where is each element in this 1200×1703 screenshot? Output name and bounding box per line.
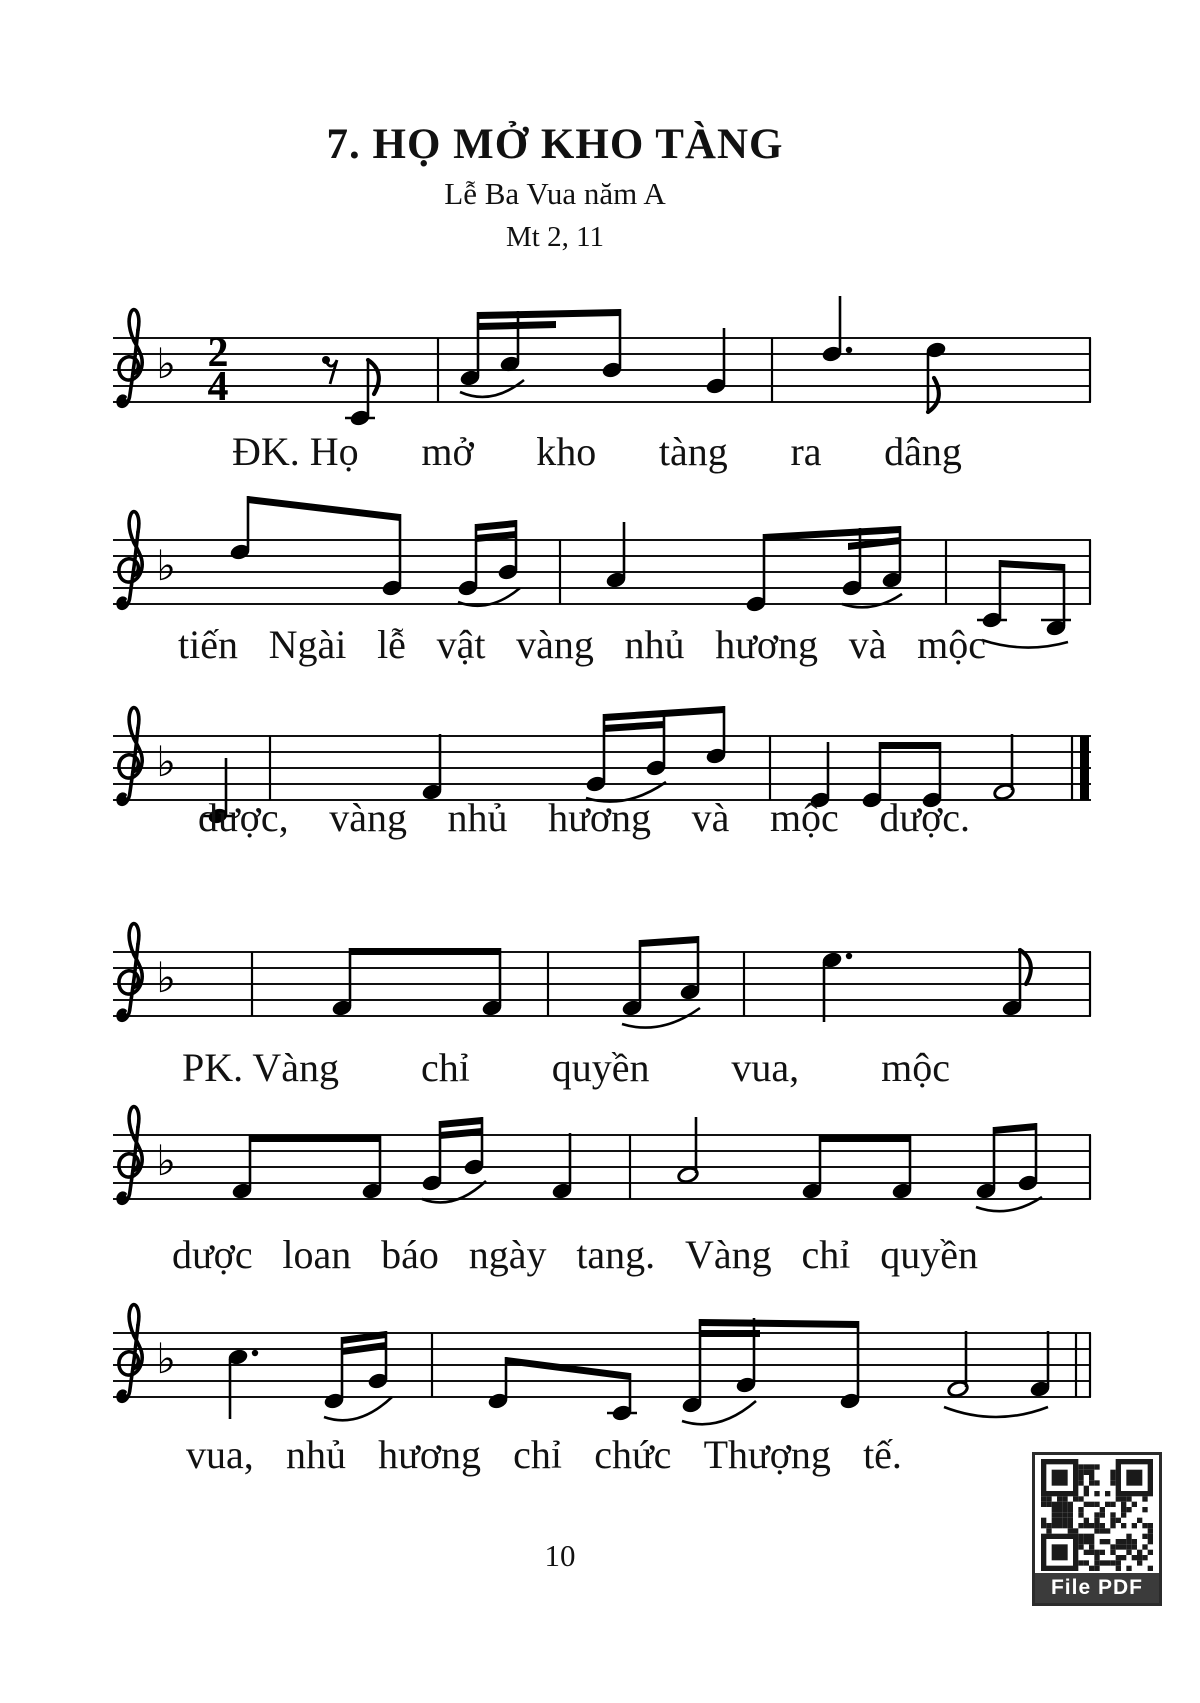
flag-icon <box>928 378 939 412</box>
song-title: 7. HỌ MỞ KHO TÀNG <box>326 121 784 168</box>
beam <box>700 1319 858 1328</box>
flat-sign-icon: ♭ <box>156 541 176 590</box>
flat-sign-icon: ♭ <box>156 339 176 388</box>
augmentation-dot <box>846 347 852 353</box>
flag-icon <box>368 360 379 394</box>
lyric-word: quyền <box>880 1232 978 1277</box>
lyric-word: nhủ <box>447 795 508 840</box>
lyric-word: mở <box>421 429 474 474</box>
treble-clef-icon <box>118 1305 142 1402</box>
beam <box>440 1117 482 1128</box>
lyric-word: hương <box>378 1432 481 1477</box>
lyric-word: nhủ <box>624 622 685 667</box>
beam <box>848 537 900 550</box>
song-subtitle: Lễ Ba Vua năm A <box>444 176 666 211</box>
treble-clef-icon <box>118 924 142 1021</box>
lyric-word: tang. <box>576 1232 656 1277</box>
flat-sign-icon: ♭ <box>156 953 176 1002</box>
lyric-word: Vàng <box>685 1232 772 1277</box>
beam <box>342 1342 386 1355</box>
note <box>735 1318 757 1394</box>
beam <box>880 742 940 749</box>
time-signature: 2 <box>207 330 229 376</box>
scripture-reference: Mt 2, 11 <box>505 221 605 253</box>
lyric-word: PK. Vàng <box>182 1045 340 1090</box>
note <box>881 526 903 589</box>
lyric-word: Thượng <box>703 1432 831 1477</box>
beam <box>478 309 620 319</box>
beam <box>700 1330 760 1337</box>
lyric-word: dược. <box>879 795 970 840</box>
note <box>497 520 519 581</box>
lyric-word: và <box>691 795 730 840</box>
lyric-word: ĐK. Họ <box>232 429 359 474</box>
note <box>229 496 251 561</box>
note <box>645 710 667 777</box>
lyric-word: tế. <box>863 1432 902 1477</box>
treble-clef-icon <box>118 708 142 805</box>
lyric-word: vàng <box>329 795 407 840</box>
beam <box>476 520 516 531</box>
lyric-line <box>182 1044 950 1092</box>
lyric-word: mộc <box>769 795 839 840</box>
lyric-word: tàng <box>658 429 728 474</box>
note <box>977 560 1007 629</box>
beam <box>640 936 698 947</box>
qr-label: File PDF <box>1035 1573 1159 1603</box>
beam <box>604 721 664 732</box>
lyric-word: mộc <box>881 1045 950 1090</box>
note <box>421 1121 443 1192</box>
lyric-word: ra <box>790 429 822 474</box>
page-number: 10 <box>544 1538 576 1573</box>
flat-sign-icon: ♭ <box>156 1136 176 1185</box>
qr-code <box>1032 1452 1162 1606</box>
qr-pattern-icon <box>1041 1459 1153 1571</box>
lyric-word: quyền <box>551 1045 650 1090</box>
lyric-word: vua, <box>186 1432 254 1477</box>
treble-clef-icon <box>118 310 142 407</box>
note <box>459 312 481 387</box>
lyric-word: chỉ <box>420 1045 470 1090</box>
slur <box>944 1407 1048 1417</box>
beam <box>506 1357 630 1380</box>
lyric-word: hương <box>548 795 651 840</box>
beam <box>478 321 556 330</box>
lyric-line <box>178 621 986 669</box>
flat-sign-icon: ♭ <box>156 737 176 786</box>
note <box>227 1348 258 1419</box>
lyric-word: kho <box>536 429 597 474</box>
augmentation-dot <box>846 953 852 959</box>
beam <box>820 1135 910 1142</box>
final-barline <box>1080 736 1089 800</box>
flat-sign-icon: ♭ <box>156 1334 176 1383</box>
lyric-word: mộc <box>917 622 986 667</box>
lyric-line <box>232 428 962 476</box>
beam <box>250 1135 380 1142</box>
note <box>481 948 503 1017</box>
lyric-word: loan <box>282 1232 352 1277</box>
lyric-word: dâng <box>884 429 962 474</box>
note <box>821 951 852 1022</box>
lyric-word: ngày <box>468 1232 547 1277</box>
beam <box>350 948 500 955</box>
note <box>841 528 863 597</box>
note <box>499 311 521 373</box>
lyric-line <box>198 794 970 842</box>
lyric-word: Ngài <box>268 622 347 667</box>
note <box>463 1117 485 1176</box>
lyric-word: tiến <box>178 622 238 667</box>
note <box>1041 564 1071 637</box>
note <box>975 1127 997 1200</box>
lyric-word: chỉ <box>801 1232 851 1277</box>
lyric-word: dược <box>172 1232 253 1277</box>
lyric-word: hương <box>715 622 819 667</box>
note <box>331 948 353 1017</box>
beam <box>994 1123 1036 1134</box>
lyric-word: nhủ <box>285 1432 346 1477</box>
beam <box>248 496 400 521</box>
note <box>601 309 623 379</box>
lyric-line <box>172 1231 978 1279</box>
note <box>1017 1123 1039 1192</box>
lyric-word: lễ <box>377 622 406 667</box>
lyric-word: báo <box>381 1232 439 1277</box>
lyric-word: vật <box>436 622 486 667</box>
treble-clef-icon <box>118 1107 142 1204</box>
lyric-word: dược, <box>198 795 289 840</box>
lyric-word: và <box>848 622 887 667</box>
beam <box>1000 560 1064 571</box>
note <box>745 534 767 613</box>
note <box>457 524 479 597</box>
lyric-line <box>186 1431 902 1479</box>
slur <box>842 594 902 607</box>
slur <box>982 640 1068 648</box>
lyric-word: vàng <box>516 622 594 667</box>
beam <box>764 526 900 541</box>
augmentation-dot <box>252 1350 258 1356</box>
header <box>0 118 1110 258</box>
beam <box>440 1128 482 1139</box>
note <box>585 714 607 793</box>
lyric-word: vua, <box>731 1045 800 1090</box>
treble-clef-icon <box>118 512 142 609</box>
lyric-word: chỉ <box>513 1432 563 1477</box>
lyric-word: chức <box>594 1432 672 1477</box>
time-signature: 4 <box>207 364 229 410</box>
